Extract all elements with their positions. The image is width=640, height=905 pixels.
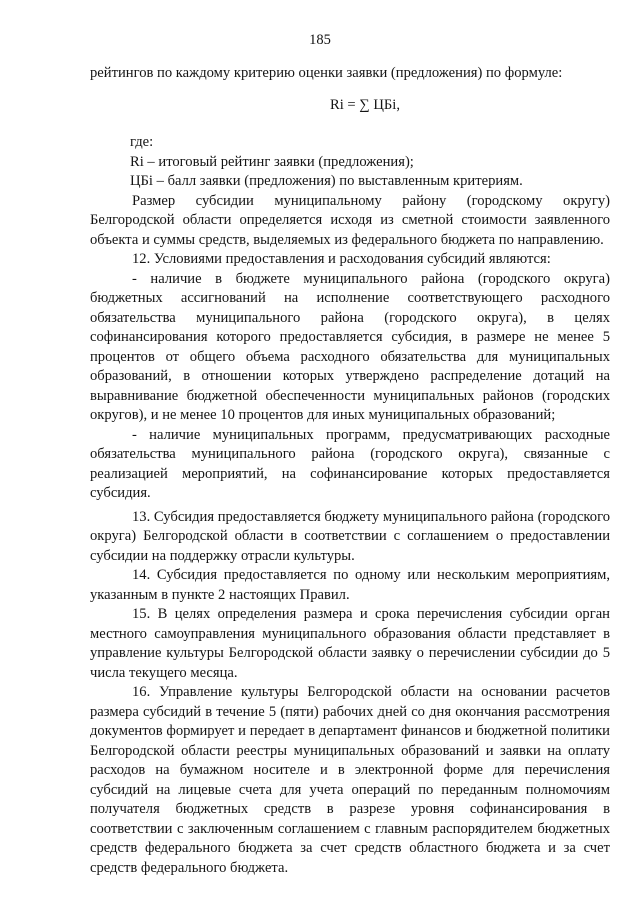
formula: Ri = ∑ ЦБi, [330,96,400,113]
definition-cbi: ЦБi – балл заявки (предложения) по выставленным критериям. [130,173,523,189]
paragraph-16: 16. Управление культуры Белгородской области на основании расчетов размера субсидий в течение 5 (пяти) рабочих дней со дня окончания рассмотрения документов формирует и передает в департамент финансов и бюджетной политики Белгородской области реестры муниципальных образований и заявки на оплату расходов на бумажном носителе и в электронной форме для перечисления субсидий на лицевые счета для учета операций по переданным полномочиям получателя бюджетных средств в разрезе уровня софинансирования в соответствии с заключенным соглашением с главным распорядителем бюджетных средств федерального бюджета за счет средств областного бюджета и за счет средств федерального бюджета. [90,684,610,876]
page-number: 185 [309,32,331,48]
paragraph-intro: рейтингов по каждому критерию оценки заявки (предложения) по формуле: [90,65,563,81]
definition-ri: Ri – итоговый рейтинг заявки (предложения); [130,153,414,170]
paragraph-14: 14. Субсидия предоставляется по одному или нескольким мероприятиям, указанным в пункте 2 настоящих Правил. [90,567,610,603]
paragraph-where: где: [130,134,154,150]
paragraph-12: 12. Условиями предоставления и расходования субсидий являются: [132,251,551,267]
document-body [90,64,610,878]
paragraph-13: 13. Субсидия предоставляется бюджету муниципального района (городского округа) Белгородской области в соответствии с соглашением о предоставлении субсидии на поддержку отрасли культуры. [90,508,610,564]
paragraph-condition-1: - наличие в бюджете муниципального района (городского округа) бюджетных ассигнований на исполнение соответствующего расходного обязательства муниципального района (городского округа), в целях софинансирования которого предоставляется субсидия, в размере не менее 5 процентов от общего объема расходного обязательства для муниципальных образований, в отношении которых утверждено распределение дотаций на выравнивание бюджетной обеспеченности муниципальных районов (городских округов), и не менее 10 процентов для иных муниципальных образований; [90,270,610,423]
paragraph-subsidy-size: Размер субсидии муниципальному району (городскому округу) Белгородской области определяется исходя из сметной стоимости заявленного объекта и суммы средств, выделяемых из федерального бюджета по направлению. [90,192,610,248]
paragraph-condition-2: - наличие муниципальных программ, предусматривающих расходные обязательства муниципального района (городского округа), связанные с реализацией мероприятий, на софинансирование которых предоставляется субсидия. [90,426,610,501]
paragraph-15: 15. В целях определения размера и срока перечисления субсидии орган местного самоуправления муниципального образования области представляет в управление культуры Белгородской области заявку о перечислении субсидии до 5 числа текущего месяца. [90,606,610,681]
